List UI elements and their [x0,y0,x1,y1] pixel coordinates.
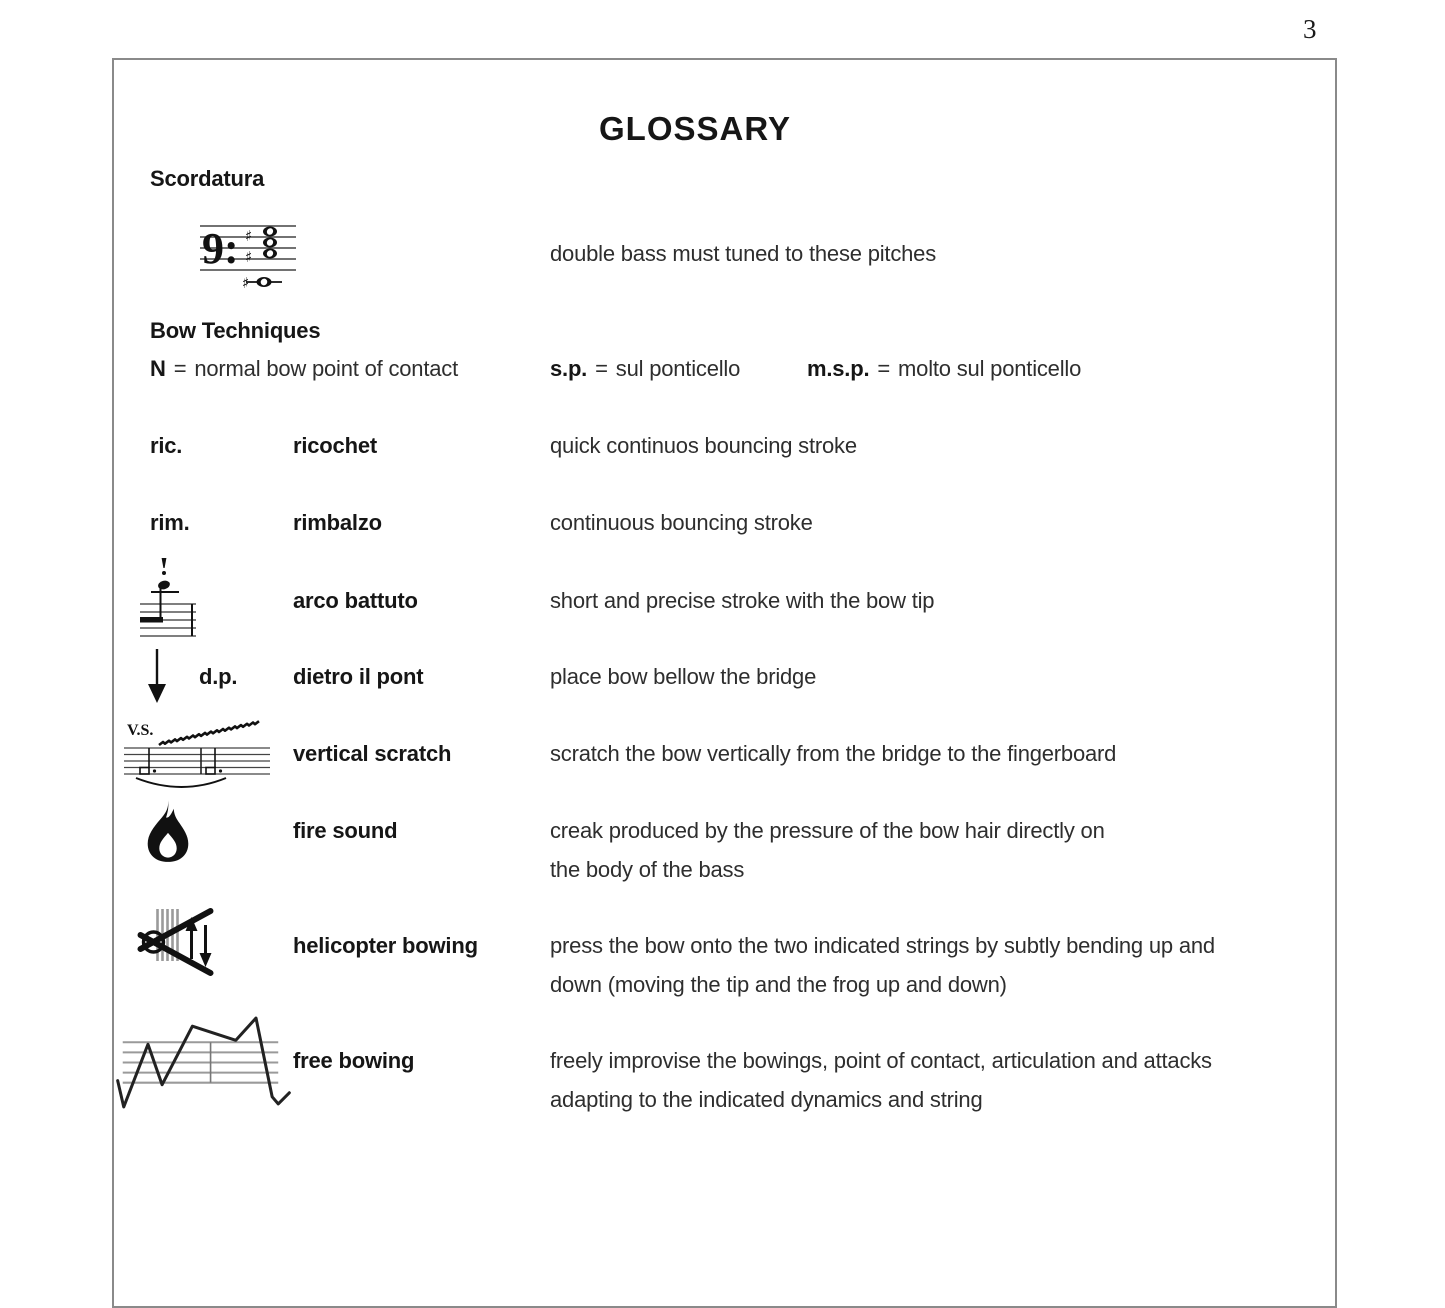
svg-text:♯: ♯ [242,274,250,292]
row-free-bowing-desc-line1: freely improvise the bowings, point of contact, articulation and attacks [550,1048,1212,1073]
vs-label: V.S. [127,722,154,739]
legend-n-text: normal bow point of contact [194,356,458,381]
legend-n [150,356,458,382]
legend-n-abbr: N [150,356,166,381]
legend-msp-abbr: m.s.p. [807,356,870,381]
row-rimbalzo-term: rimbalzo [293,510,382,535]
row-arco-battuto-term: arco battuto [293,588,418,613]
row-free-bowing-desc-line2: adapting to the indicated dynamics and string [550,1087,983,1112]
helicopter-bowing-symbol-icon [126,897,234,997]
legend-sp-abbr: s.p. [550,356,588,381]
flame-icon [139,799,197,863]
arco-battuto-notation-icon [136,556,198,638]
row-helicopter-desc-line2: down (moving the tip and the frog up and down) [550,972,1007,997]
row-ricochet-term: ricochet [293,433,377,458]
row-helicopter-desc-line1: press the bow onto the two indicated strings by subtly bending up and [550,933,1215,958]
scordatura-heading: Scordatura [150,166,265,191]
row-helicopter-term: helicopter bowing [293,933,478,958]
page-number: 3 [1303,14,1317,44]
row-rimbalzo-abbr: rim. [150,510,190,535]
row-rimbalzo-desc: continuous bouncing stroke [550,510,813,535]
row-fire-sound-desc-line2: the body of the bass [550,857,745,882]
svg-text:9:: 9: [202,224,239,273]
free-bowing-notation-icon [114,1012,292,1116]
row-vertical-scratch-desc: scratch the bow vertically from the bridge to the fingerboard [550,741,1117,766]
legend-msp [807,356,1081,382]
svg-text:♯: ♯ [245,248,253,266]
bass-clef-chord-notation-icon [198,218,298,292]
row-fire-sound-term: fire sound [293,818,398,843]
vertical-scratch-notation-icon [122,714,272,796]
svg-text:♯: ♯ [245,227,253,245]
legend-sp-text: sul ponticello [615,356,741,381]
legend-msp-text: molto sul ponticello [898,356,1082,381]
row-vertical-scratch-term: vertical scratch [293,741,452,766]
bow-techniques-heading: Bow Techniques [150,318,321,343]
legend-sp [550,356,740,382]
row-ricochet-desc: quick continuos bouncing stroke [550,433,857,458]
row-ricochet-abbr: ric. [150,433,183,458]
page-title: GLOSSARY [599,110,791,147]
legend-n-equals: = [173,356,187,381]
row-arco-battuto-desc: short and precise stroke with the bow tip [550,588,935,613]
row-dietro-term: dietro il pont [293,664,424,689]
legend-sp-equals: = [595,356,608,381]
scordatura-description: double bass must tuned to these pitches [550,241,937,266]
row-free-bowing-term: free bowing [293,1048,415,1073]
row-dietro-abbr: d.p. [199,664,238,689]
row-fire-sound-desc-line1: creak produced by the pressure of the bow hair directly on [550,818,1105,843]
row-dietro-desc: place bow bellow the bridge [550,664,817,689]
down-arrow-icon [146,648,168,704]
legend-msp-equals: = [877,356,891,381]
